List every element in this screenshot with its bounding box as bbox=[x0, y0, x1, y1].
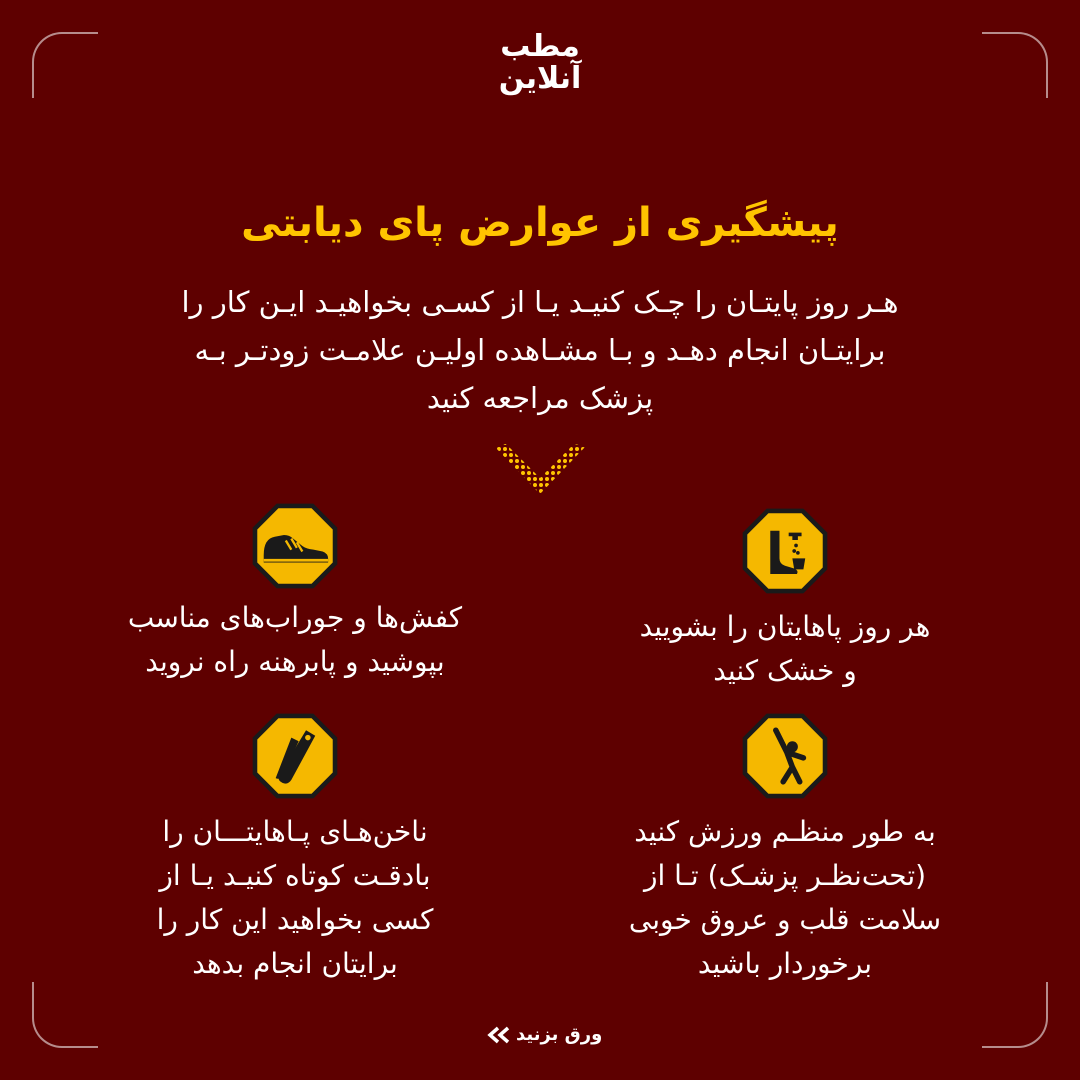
swipe-hint[interactable] bbox=[0, 1024, 1080, 1045]
tip-line: برخوردار باشید bbox=[697, 947, 873, 980]
tip-wash-feet bbox=[585, 505, 985, 693]
shoe-icon bbox=[249, 500, 341, 592]
intro-line: هـر روز پایتـان را چـک کنیـد یـا از کسـی بخواهیـد ایـن کار را bbox=[181, 285, 899, 319]
logo-line-1: مطب bbox=[500, 29, 580, 64]
intro-line: پزشک مراجعه کنید bbox=[426, 381, 654, 415]
page-title: پیشگیری از عوارض پای دیابتی bbox=[241, 200, 839, 246]
tip-line: ناخن‌هـای پـاهایتـــان را bbox=[162, 815, 428, 848]
tip-line: بپوشید و پابرهنه راه نروید bbox=[145, 645, 445, 678]
logo-line-2: آنلاین bbox=[498, 61, 582, 96]
tip-exercise bbox=[585, 710, 985, 986]
brand-logo bbox=[0, 30, 1080, 96]
foot-wash-icon bbox=[739, 505, 831, 597]
tip-line: کسی بخواهید این کار را bbox=[156, 903, 434, 936]
chevron-down-icon bbox=[490, 440, 590, 500]
tip-line: بادقـت کوتاه کنیـد یـا از bbox=[159, 859, 431, 892]
intro-text bbox=[140, 278, 940, 422]
intro-line: برایتـان انجام دهـد و بـا مشـاهده اولیـن علامـت زودتـر بـه bbox=[194, 333, 886, 367]
tip-line: هر روز پاهایتان را بشویید bbox=[639, 610, 931, 643]
tip-line: برایتان انجام بدهد bbox=[192, 947, 398, 980]
tip-trim-nails bbox=[95, 710, 495, 986]
double-chevron-left-icon bbox=[486, 1026, 510, 1044]
tip-line: (تحت‌نظـر پزشـک) تـا از bbox=[643, 859, 927, 892]
exercise-icon bbox=[739, 710, 831, 802]
nail-clipper-icon bbox=[249, 710, 341, 802]
tip-shoes-socks bbox=[95, 500, 495, 684]
tip-line: کفش‌ها و جوراب‌های مناسب bbox=[127, 601, 463, 634]
swipe-hint-label: ورق بزنید bbox=[515, 1024, 603, 1045]
tip-line: و خشک کنید bbox=[713, 654, 857, 687]
tip-line: سلامت قلب و عروق خوبی bbox=[628, 903, 942, 936]
tip-line: به طور منظـم ورزش کنید bbox=[634, 815, 936, 848]
